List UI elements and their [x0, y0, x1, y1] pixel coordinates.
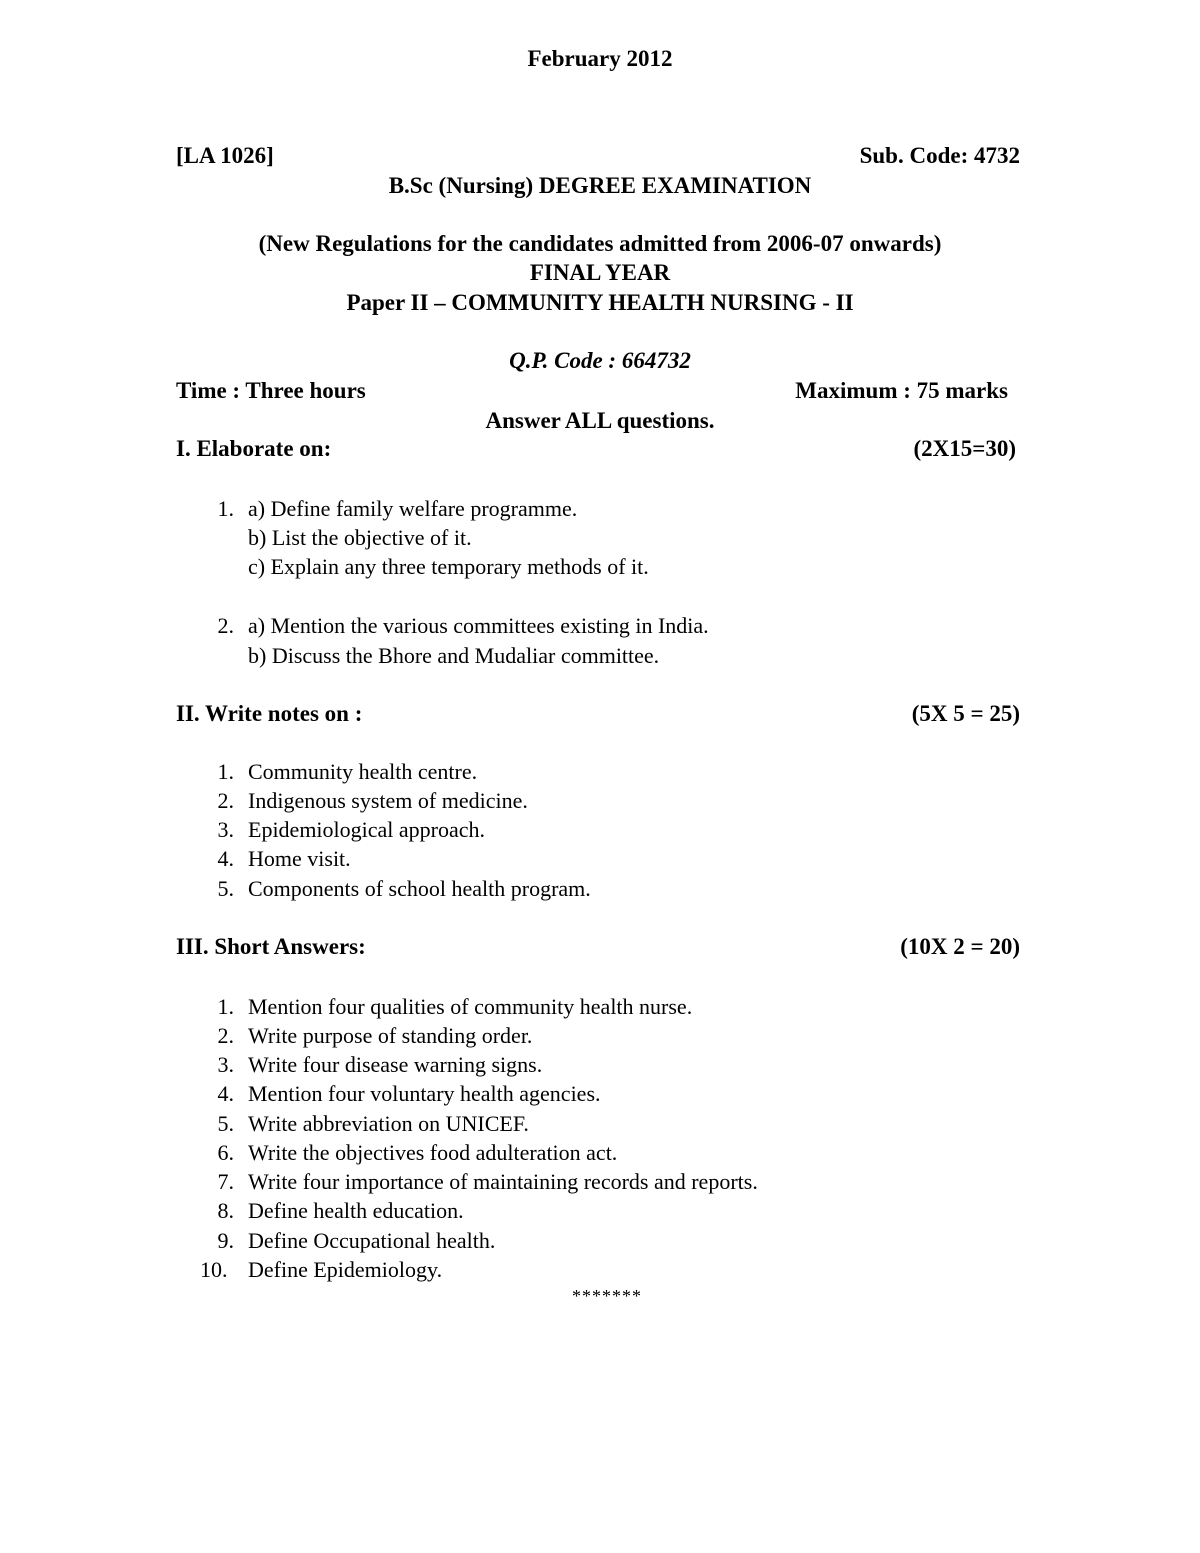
- end-of-paper-mark: *******: [572, 1286, 642, 1306]
- list-item: [0, 1198, 1200, 1228]
- item-number: 9.: [217, 1228, 234, 1253]
- question-part-c: c) Explain any three temporary methods of it.: [248, 554, 649, 579]
- question-part-b: b) Discuss the Bhore and Mudaliar committee.: [248, 643, 660, 668]
- question-2-part-b: [0, 643, 1200, 673]
- item-text: Mention four qualities of community health nurse.: [248, 994, 693, 1019]
- list-item: [0, 846, 1200, 876]
- list-item: [0, 1111, 1200, 1141]
- item-number: 5.: [217, 1111, 234, 1136]
- max-marks: Maximum : 75 marks: [795, 378, 1008, 403]
- subject-code: Sub. Code: 4732: [859, 143, 1020, 168]
- item-text: Community health centre.: [248, 759, 478, 784]
- item-number: 4.: [217, 846, 234, 871]
- item-number: 4.: [217, 1081, 234, 1106]
- time-label: Time : Three hours: [176, 378, 366, 403]
- item-text: Components of school health program.: [248, 876, 591, 901]
- list-item: [0, 788, 1200, 818]
- question-1-part-c: [0, 554, 1200, 584]
- question-number: 2.: [217, 613, 234, 638]
- list-item: [0, 759, 1200, 789]
- list-item: [0, 1052, 1200, 1082]
- list-item: [0, 876, 1200, 906]
- question-1: [0, 496, 1200, 526]
- year-title: FINAL YEAR: [529, 260, 671, 285]
- item-number: 7.: [217, 1169, 234, 1194]
- item-text: Define Epidemiology.: [248, 1257, 443, 1282]
- item-number: 5.: [217, 876, 234, 901]
- item-text: Define health education.: [248, 1198, 464, 1223]
- list-item: [0, 1169, 1200, 1199]
- item-number: 2.: [217, 788, 234, 813]
- instruction: Answer ALL questions.: [485, 408, 715, 433]
- question-part-a: a) Define family welfare programme.: [248, 496, 578, 521]
- list-item: [0, 1228, 1200, 1258]
- question-part-b: b) List the objective of it.: [248, 525, 472, 550]
- exam-date: February 2012: [527, 46, 673, 71]
- section-3-marks: (10X 2 = 20): [900, 934, 1020, 959]
- item-text: Write the objectives food adulteration act.: [248, 1140, 618, 1165]
- item-number: 6.: [217, 1140, 234, 1165]
- item-number: 8.: [217, 1198, 234, 1223]
- exam-code: [LA 1026]: [176, 143, 274, 168]
- item-number: 10.: [200, 1257, 228, 1282]
- question-2: [0, 613, 1200, 643]
- item-text: Write four importance of maintaining records and reports.: [248, 1169, 758, 1194]
- item-number: 3.: [217, 817, 234, 842]
- item-text: Epidemiological approach.: [248, 817, 486, 842]
- list-item: [0, 1081, 1200, 1111]
- item-text: Mention four voluntary health agencies.: [248, 1081, 601, 1106]
- item-text: Write abbreviation on UNICEF.: [248, 1111, 529, 1136]
- section-2-title: II. Write notes on :: [176, 701, 363, 726]
- item-text: Write purpose of standing order.: [248, 1023, 533, 1048]
- section-3-title: III. Short Answers:: [176, 934, 366, 959]
- item-number: 1.: [217, 759, 234, 784]
- item-text: Indigenous system of medicine.: [248, 788, 528, 813]
- list-item: [0, 1023, 1200, 1053]
- regulations-note: (New Regulations for the candidates admitted from 2006-07 onwards): [258, 231, 942, 256]
- section-1-marks: (2X15=30): [913, 436, 1016, 461]
- item-number: 3.: [217, 1052, 234, 1077]
- qp-code: Q.P. Code : 664732: [509, 348, 691, 373]
- paper-title: Paper II – COMMUNITY HEALTH NURSING - II: [346, 290, 854, 315]
- list-item: [0, 994, 1200, 1024]
- list-item: [0, 1257, 1200, 1287]
- question-part-a: a) Mention the various committees existing in India.: [248, 613, 709, 638]
- degree-title: B.Sc (Nursing) DEGREE EXAMINATION: [388, 173, 812, 198]
- item-text: Define Occupational health.: [248, 1228, 496, 1253]
- item-number: 2.: [217, 1023, 234, 1048]
- item-number: 1.: [217, 994, 234, 1019]
- section-1-title: I. Elaborate on:: [176, 436, 332, 461]
- item-text: Write four disease warning signs.: [248, 1052, 543, 1077]
- list-item: [0, 1140, 1200, 1170]
- section-2-marks: (5X 5 = 25): [911, 701, 1020, 726]
- question-number: 1.: [217, 496, 234, 521]
- list-item: [0, 817, 1200, 847]
- question-1-part-b: [0, 525, 1200, 555]
- item-text: Home visit.: [248, 846, 351, 871]
